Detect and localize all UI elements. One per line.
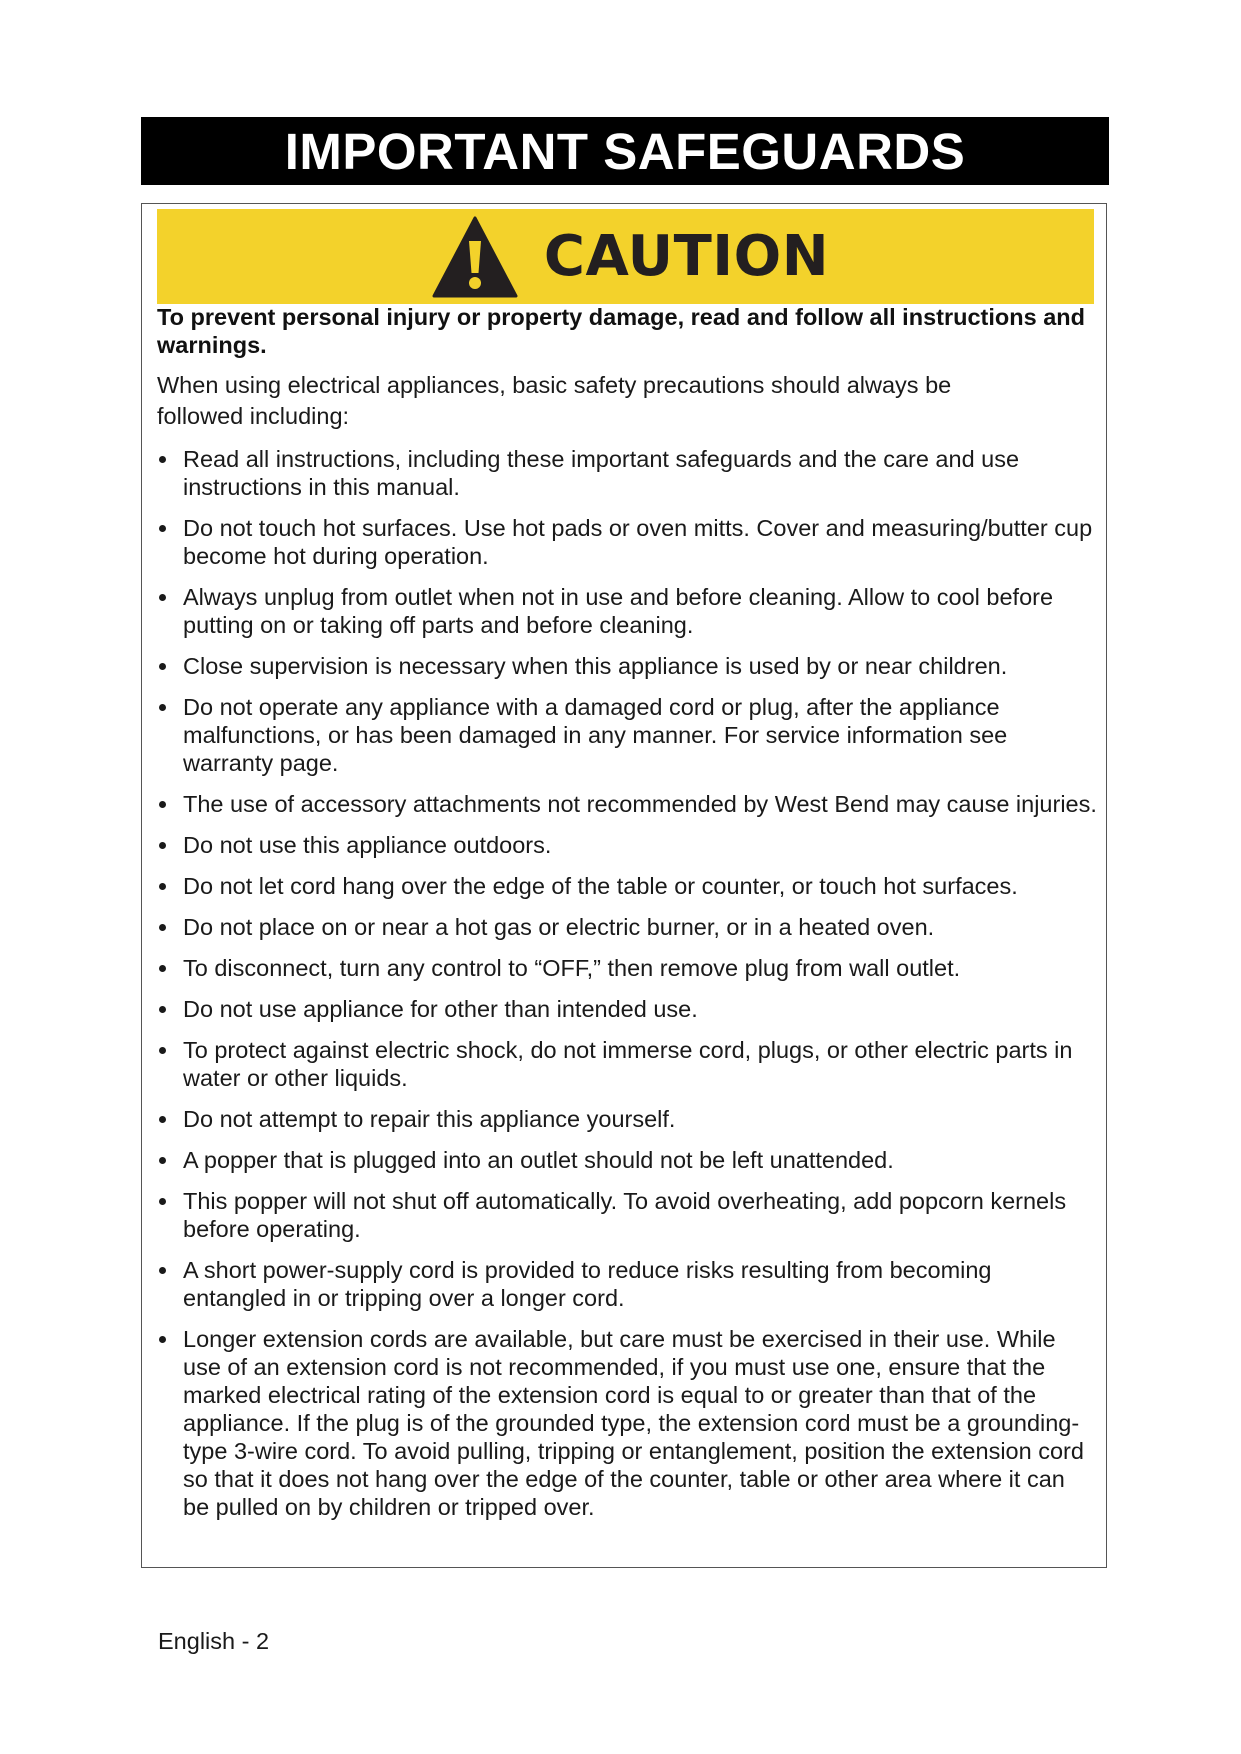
- caution-banner: [157, 209, 1094, 304]
- intro-text: When using electrical appliances, basic safety precautions should always be followed including:: [157, 372, 952, 429]
- safeguards-content: [157, 303, 1097, 1534]
- list-item: Close supervision is necessary when this appliance is used by or near children.: [157, 652, 1097, 680]
- list-item: Do not use this appliance outdoors.: [157, 831, 1097, 859]
- page-title: IMPORTANT SAFEGUARDS: [141, 117, 1109, 185]
- list-item: Longer extension cords are available, but care must be exercised in their use. While use of an extension cord is not recommended, if you must use one, ensure that the marked electrical rating of the extension cord is equal to or greater than that of the appliance. If the plug is of the grounded type, the extension cord must be a grounding-type 3-wire cord. To avoid pulling, tripping or entanglement, position the extension cord so that it does not hang over the edge of the counter, table or other area where it can be pulled on by children or tripped over.: [157, 1325, 1097, 1521]
- safeguard-list: [157, 445, 1097, 1521]
- list-item: Do not touch hot surfaces. Use hot pads or oven mitts. Cover and measuring/butter cup become hot during operation.: [157, 514, 1097, 570]
- list-item: Do not attempt to repair this appliance yourself.: [157, 1105, 1097, 1133]
- safeguards-box: [141, 203, 1107, 1568]
- list-item: A popper that is plugged into an outlet should not be left unattended.: [157, 1146, 1097, 1174]
- list-item: This popper will not shut off automatically. To avoid overheating, add popcorn kernels before operating.: [157, 1187, 1097, 1243]
- page-footer: English - 2: [158, 1628, 270, 1654]
- list-item: To protect against electric shock, do not immerse cord, plugs, or other electric parts in water or other liquids.: [157, 1036, 1097, 1092]
- list-item: Always unplug from outlet when not in use and before cleaning. Allow to cool before putting on or taking off parts and before cleaning.: [157, 583, 1097, 639]
- list-item: Do not use appliance for other than intended use.: [157, 995, 1097, 1023]
- lead-warning: To prevent personal injury or property damage, read and follow all instructions and warnings.: [157, 304, 1085, 358]
- list-item: A short power-supply cord is provided to reduce risks resulting from becoming entangled in or tripping over a longer cord.: [157, 1256, 1097, 1312]
- list-item: Do not place on or near a hot gas or electric burner, or in a heated oven.: [157, 913, 1097, 941]
- caution-label: CAUTION: [543, 224, 830, 289]
- list-item: Do not let cord hang over the edge of the table or counter, or touch hot surfaces.: [157, 872, 1097, 900]
- list-item: To disconnect, turn any control to “OFF,” then remove plug from wall outlet.: [157, 954, 1097, 982]
- list-item: Read all instructions, including these important safeguards and the care and use instructions in this manual.: [157, 445, 1097, 501]
- warning-triangle-icon: [432, 215, 518, 299]
- list-item: Do not operate any appliance with a damaged cord or plug, after the appliance malfunctions, or has been damaged in any manner. For service information see warranty page.: [157, 693, 1097, 777]
- list-item: The use of accessory attachments not recommended by West Bend may cause injuries.: [157, 790, 1097, 818]
